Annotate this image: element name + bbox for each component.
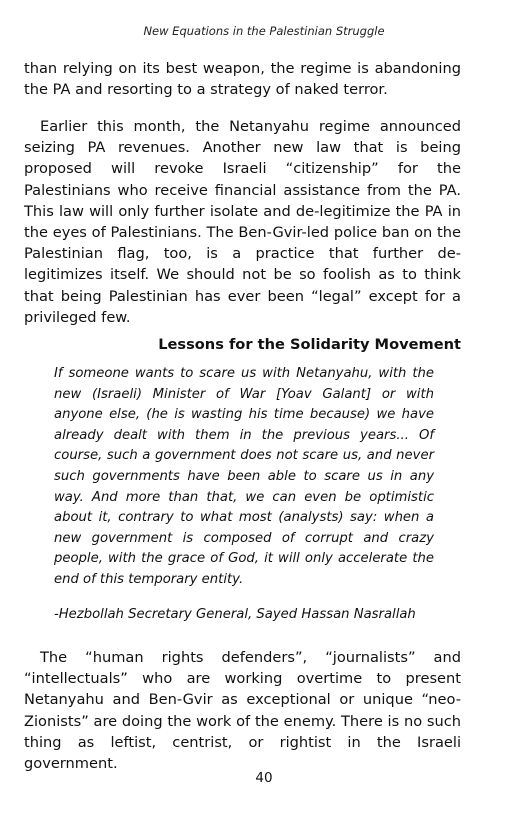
body-paragraph: Earlier this month, the Netanyahu regime announced seizing PA revenues. Another new law that is being proposed will revoke Israeli “citizenship” for the Palestinians who receive financial assistance from the PA. This law will only further isolate and de-legitimize the PA in the eyes of Palestinians. The Ben-Gvir-led police ban on the Palestinian flag, too, is a practice that further de-legitimizes itself. We should not be so foolish as to think that being Palestinian has ever been “legal” except for a privileged few. <box>24 118 461 326</box>
body-paragraph: than relying on its best weapon, the regime is abandoning the PA and resorting to a strategy of naked terror. <box>24 60 461 99</box>
epigraph-attribution: -Hezbollah Secretary General, Sayed Hassan Nasrallah <box>54 607 416 622</box>
page-number: 40 <box>255 770 273 786</box>
running-header: New Equations in the Palestinian Struggle <box>143 24 385 38</box>
body-paragraph: The “human rights defenders”, “journalists” and “intellectuals” who are working overtime to present Netanyahu and Ben-Gvir as exceptional or unique “neo-Zionists” are doing the work of the enemy. There is no such thing as leftist, centrist, or rightist in the Israeli government. <box>24 649 461 773</box>
epigraph-quote: If someone wants to scare us with Netanyahu, with the new (Israeli) Minister of War [Yoav Galant] or with anyone else, (he is wasting his time because) we have already dealt with them in the previous years... Of course, such a government does not scare us, and never such governments have been able to scare us in any way. And more than that, we can even be optimistic about it, contrary to what most (analysts) say: when a new government is composed of corrupt and crazy people, with the grace of God, it will only accelerate the end of this temporary entity. <box>54 366 434 587</box>
section-heading: Lessons for the Solidarity Movement <box>158 336 461 353</box>
